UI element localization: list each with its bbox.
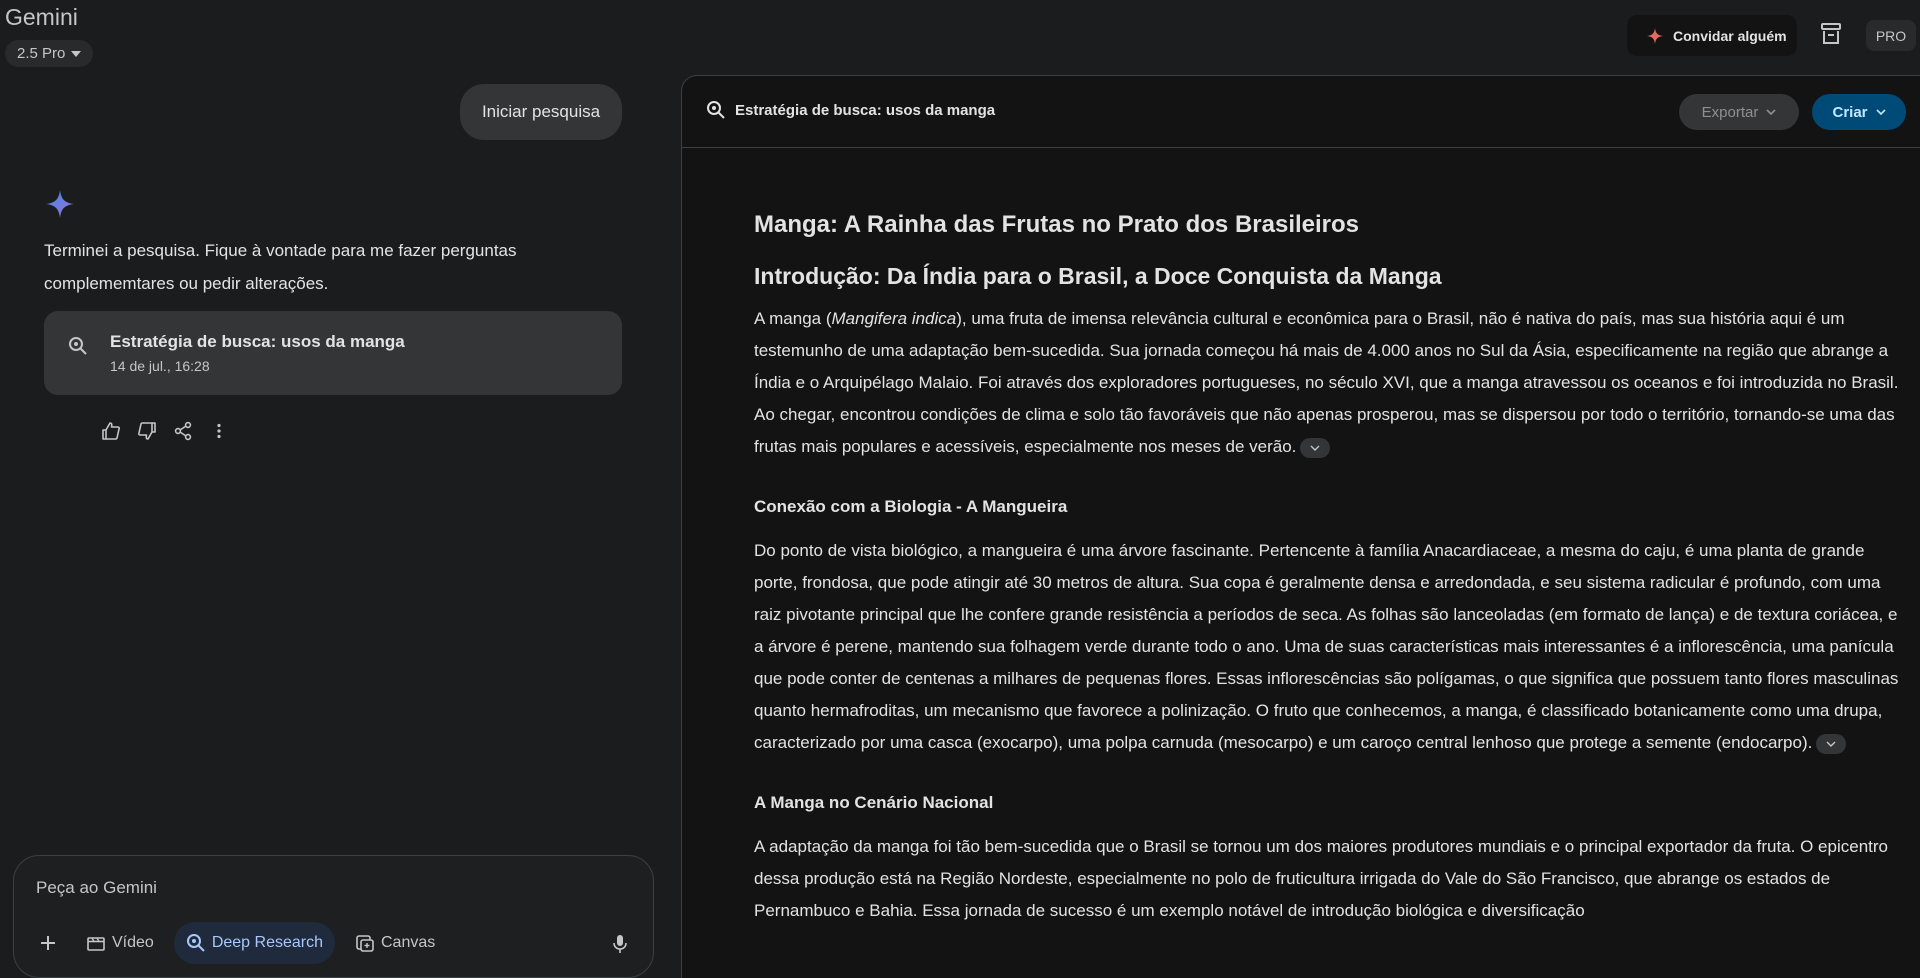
report-panel-header bbox=[682, 76, 1920, 148]
report-card-date: 14 de jul., 16:28 bbox=[110, 358, 210, 374]
canvas-tool-label: Canvas bbox=[380, 934, 436, 951]
chevron-down-icon bbox=[1876, 109, 1886, 115]
deep-research-icon bbox=[186, 933, 206, 953]
caret-down-icon bbox=[71, 51, 81, 57]
chevron-down-icon bbox=[1826, 741, 1836, 747]
plus-icon bbox=[38, 933, 58, 953]
video-tool-button[interactable] bbox=[74, 922, 166, 964]
intro-paragraph bbox=[754, 303, 1904, 463]
chevron-down-icon bbox=[1310, 445, 1320, 451]
document-title: Manga: A Rainha das Frutas no Prato dos Brasileiros bbox=[754, 211, 1360, 238]
scientific-name: Mangifera indica bbox=[831, 309, 957, 328]
invite-button[interactable] bbox=[1627, 15, 1797, 56]
biology-paragraph bbox=[754, 535, 1904, 759]
model-selector[interactable] bbox=[5, 40, 93, 67]
thumbs-up-icon[interactable] bbox=[100, 420, 122, 442]
expand-sources-button[interactable] bbox=[1816, 734, 1846, 754]
report-panel bbox=[681, 75, 1920, 978]
intro-text-start: A manga ( bbox=[754, 309, 832, 328]
brand-title: Gemini bbox=[5, 4, 78, 30]
user-message-text: Iniciar pesquisa bbox=[481, 102, 601, 121]
mic-icon[interactable] bbox=[612, 934, 628, 954]
biology-text: Do ponto de vista biológico, a mangueira é uma árvore fascinante. Pertencente à família Anacardiaceae, a mesma do caju, é uma planta de grande porte, frondosa, que pode atingir até 30 metros de altura. Sua copa é geralmente densa e arredondada, e seu sistema radicular é profundo, com uma raiz pivotante principal que lhe confere grande resistência a períodos de seca. As folhas são lanceoladas (em formato de lança) e de textura coriácea, e a árvore é perene, mantendo sua folhagem verde durante todo o ano. Uma de suas características mais interessantes é a inflorescência, uma panícula que pode conter de centenas a milhares de pequenas flores. Essas inflorescências são polígamas, o que significa que possuem tanto flores masculinas quanto hermafroditas, um mecanismo que favorece a polinização. O fruto que conhecemos, a manga, é classificado botanicamente como uma drupa, caracterizado por uma casca (exocarpo), uma polpa carnuda (mesocarpo) e um caroço central lenhoso que protege a semente (endocarpo). bbox=[754, 541, 1899, 752]
prompt-input[interactable]: Peça ao Gemini bbox=[36, 878, 157, 897]
archive-icon[interactable] bbox=[1820, 22, 1842, 46]
chevron-down-icon bbox=[1766, 109, 1776, 115]
research-report-card[interactable] bbox=[44, 311, 622, 395]
user-message-bubble bbox=[460, 84, 622, 140]
export-label: Exportar bbox=[1701, 103, 1759, 121]
create-button[interactable] bbox=[1812, 94, 1906, 130]
assistant-message: Terminei a pesquisa. Fique à vontade para me fazer perguntas complememtares ou pedir alterações. bbox=[44, 241, 517, 293]
model-label: 2.5 Pro bbox=[17, 45, 66, 62]
intro-heading: Introdução: Da Índia para o Brasil, a Doce Conquista da Manga bbox=[754, 263, 1442, 289]
gemini-star-icon bbox=[46, 190, 74, 218]
thumbs-down-icon[interactable] bbox=[136, 420, 158, 442]
more-vert-icon[interactable] bbox=[208, 420, 230, 442]
national-heading: A Manga no Cenário Nacional bbox=[754, 793, 994, 812]
video-icon bbox=[86, 934, 106, 952]
export-button[interactable] bbox=[1679, 94, 1799, 130]
deep-research-tool-label: Deep Research bbox=[211, 934, 323, 951]
pro-badge[interactable]: PRO bbox=[1866, 20, 1916, 51]
canvas-icon bbox=[355, 933, 375, 953]
add-button[interactable] bbox=[30, 922, 66, 964]
deep-research-icon bbox=[706, 100, 726, 120]
share-icon[interactable] bbox=[172, 420, 194, 442]
create-label: Criar bbox=[1832, 103, 1868, 121]
composer-tools bbox=[30, 922, 447, 964]
video-tool-label: Vídeo bbox=[112, 934, 154, 951]
intro-text-rest: ), uma fruta de imensa relevância cultural e econômica para o Brasil, não é nativa do país, mas sua história aqui é um testemunho de uma adaptação bem-sucedida. Sua jornada começou há mais de 4.000 anos no Sul da Ásia, especificamente na região que abrange a Índia e o Arquipélago Malaio. Foi através dos exploradores portugueses, no século XVI, que a manga atravessou os oceanos e foi introduzida no Brasil. Ao chegar, encontrou condições de clima e solo tão favoráveis que não apenas prosperou, mas se dispersou por todo o território, tornando-se uma das frutas mais populares e acessíveis, especialmente nos meses de verão. bbox=[754, 309, 1899, 456]
report-panel-title: Estratégia de busca: usos da manga bbox=[735, 102, 996, 119]
report-card-title: Estratégia de busca: usos da manga bbox=[110, 332, 405, 351]
deep-research-tool-button[interactable] bbox=[174, 922, 335, 964]
invite-label: Convidar alguém bbox=[1673, 27, 1787, 44]
biology-heading: Conexão com a Biologia - A Mangueira bbox=[754, 497, 1068, 516]
report-document bbox=[754, 209, 1904, 927]
sparkle-icon bbox=[1647, 28, 1663, 44]
response-actions bbox=[100, 420, 230, 442]
expand-sources-button[interactable] bbox=[1300, 438, 1330, 458]
prompt-composer[interactable] bbox=[13, 855, 654, 978]
canvas-tool-button[interactable] bbox=[343, 922, 447, 964]
deep-research-icon bbox=[68, 336, 88, 356]
national-paragraph: A adaptação da manga foi tão bem-sucedida que o Brasil se tornou um dos maiores produtores mundiais e o principal exportador da fruta. O epicentro dessa produção está na Região Nordeste, especialmente no polo de fruticultura irrigada do Vale do São Francisco, que abrange os estados de Pernambuco e Bahia. Essa jornada de sucesso é um exemplo notável de introdução biológica e diversificação bbox=[754, 837, 1888, 920]
